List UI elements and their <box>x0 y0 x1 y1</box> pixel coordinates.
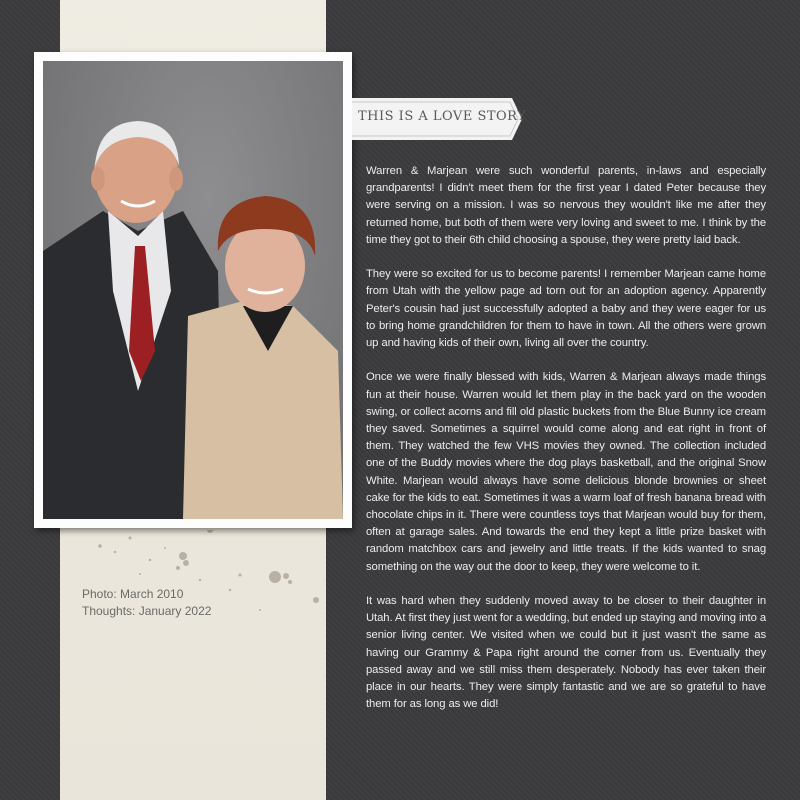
photo-frame <box>34 52 352 528</box>
journal-text <box>366 163 766 731</box>
journal-paragraph-1: Warren & Marjean were such wonderful parents, in-laws and especially grandparents! I didn't meet them for the first year I dated Peter because they were serving on a mission. I was so nervous they wouldn't like me after they returned home, but both of them were very loving and sweet to me. I think by the time they got to their 6th child choosing a spouse, they were pretty laid back. <box>366 165 766 246</box>
couple-illustration <box>43 61 343 519</box>
thoughts-date: Thoughts: January 2022 <box>82 604 212 618</box>
photo-date: Photo: March 2010 <box>82 587 184 601</box>
journal-paragraph-3: Once we were finally blessed with kids, Warren & Marjean always made things fun at their house. Warren would let them play in the back yard on the wooden swing, or collect acorns and fill old plastic buckets from the Blue Bunny ice cream they saved. Sometimes a squirrel would come along and eat right in front of them. They watched the few VHS movies they owned. The collection included one of the Buddy movies where the dog plays basketball, and the original Snow White. Marjean would always have some delicious blonde brownies or sheet cake for the kids to eat. Sometimes it was a warm loaf of fresh banana bread with chocolate chips in it. There were countless toys that Marjean would buy for them, often at garage sales. And towards the end they kept a little prize basket with random matchbox cars and jewelry and little treats. If the kids wanted to snag something on the way out the door to keep, they were welcome to it. <box>366 371 766 573</box>
couple-photo <box>43 61 343 519</box>
title-banner <box>352 98 527 140</box>
journal-paragraph-4: It was hard when they suddenly moved away to be closer to their daughter in Utah. At first they just went for a wedding, but ended up staying and moving into a senior living center. We visited when we could but it just wasn't the same as having our Grammy & Papa right around the corner from us. Eventually they passed away and we still miss them desperately. Nobody has ever taken their place in our hearts. They were simply fantastic and we are so grateful to have them for as long as we did! <box>366 595 766 711</box>
photo-caption <box>82 586 211 620</box>
journal-paragraph-2: They were so excited for us to become parents! I remember Marjean came home from Utah with the yellow page ad torn out for an adoption agency. Apparently Peter's cousin had just successfully adopted a baby and they were eager for us to bring home grandchildren for them to have in town. All the others were grown up and having kids of their own, living all over the country. <box>366 268 766 350</box>
banner-title: THIS IS A LOVE STORY <box>358 109 527 124</box>
